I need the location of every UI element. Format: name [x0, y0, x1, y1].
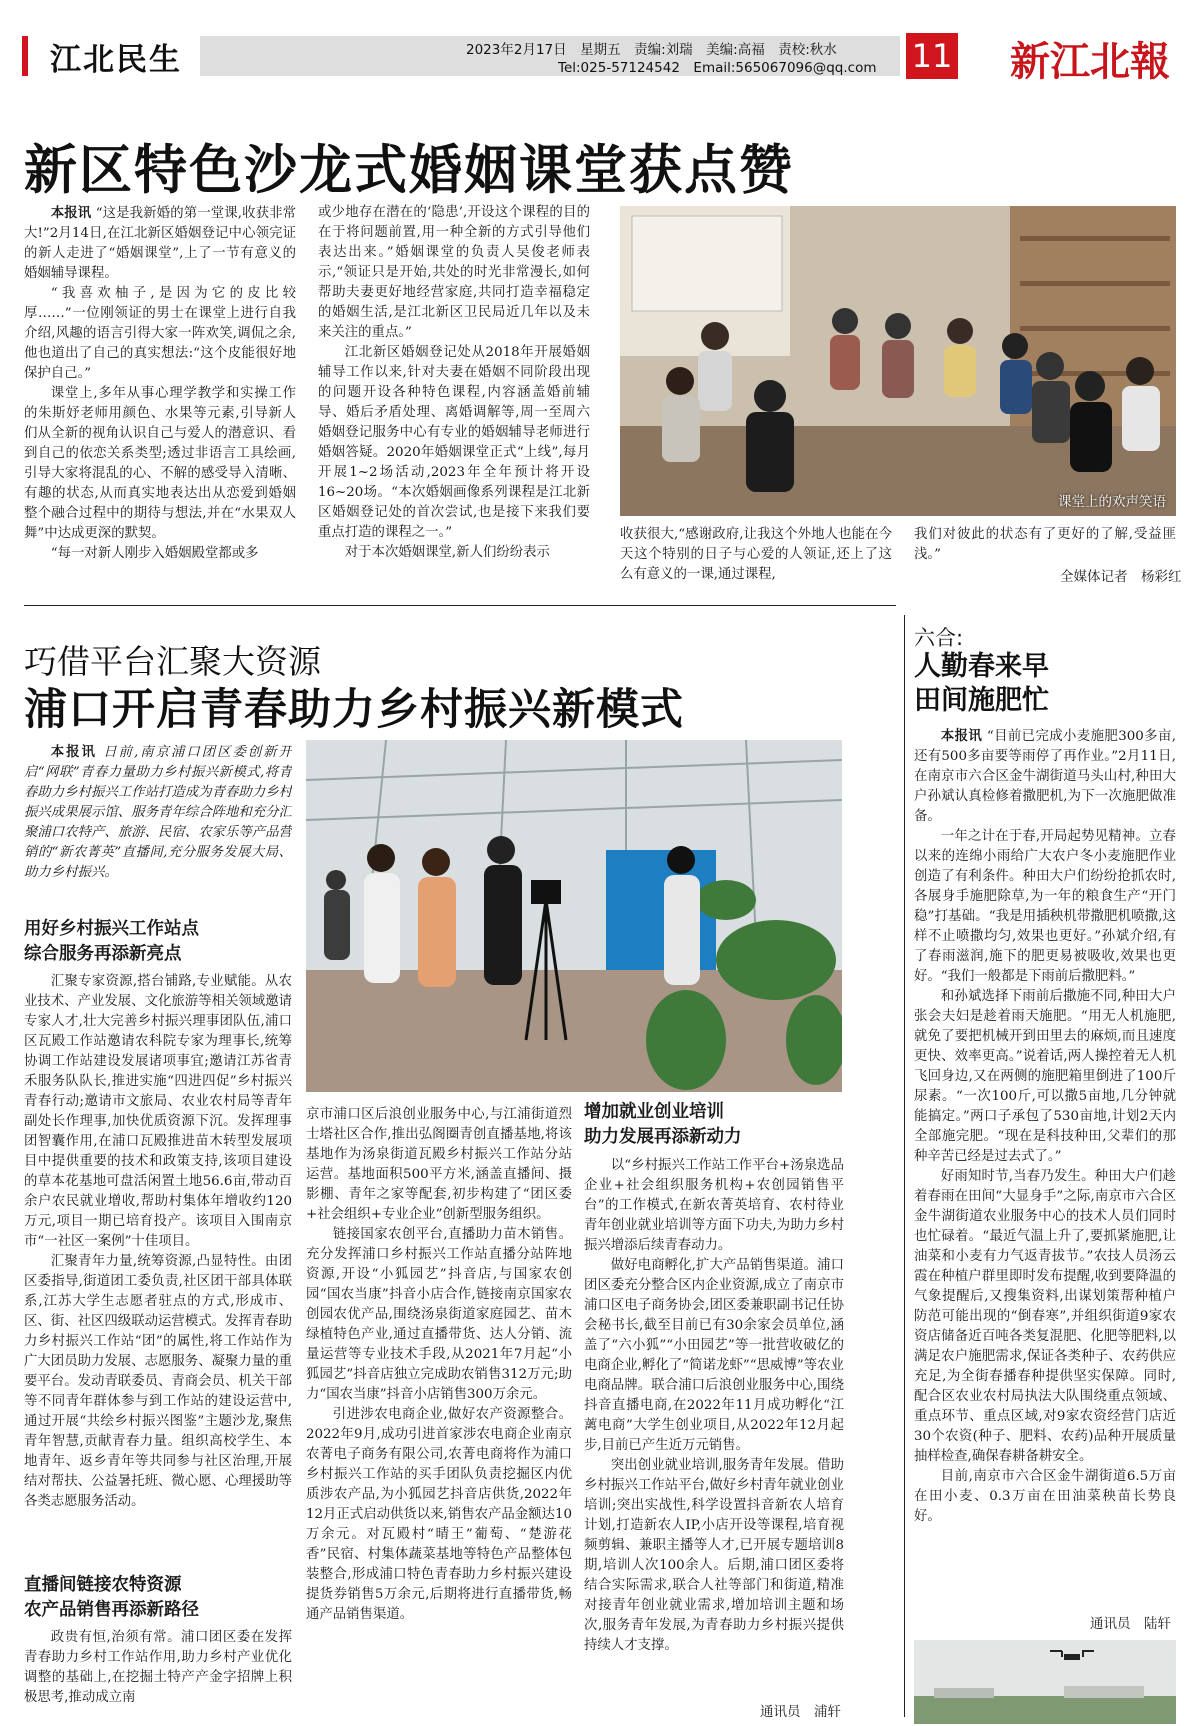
- article2-kicker: 巧借平台汇聚大资源: [24, 642, 321, 681]
- article1-photo-caption: 课堂上的欢声笑语: [1058, 494, 1166, 510]
- article1-title: 新区特色沙龙式婚姻课堂获点赞: [24, 140, 794, 201]
- article2-byline: 通讯员 浦轩: [760, 1704, 841, 1720]
- column-separator: [904, 615, 905, 1717]
- article2-para: 突出创业就业培训,服务青年发展。借助乡村振兴工作站平台,做好乡村青年就业创业培训;突出实战性,科学设置抖音新农人培育计划,打造新农人IP,小店开设等课程,培育视频剪辑、兼职主播等人才,已开展专题培训8期,培训人次100余人。后期,浦口团区委将结合实际需求,联合人社等部门和街道,精准对接青年创业就业需求,增加培训主题和场次,服务青年发展,为青春助力乡村振兴提供持续人才支撑。: [584, 1458, 844, 1653]
- article2-column-2: [306, 1105, 572, 1719]
- article3-para: 一年之计在于春,开局起势见精神。立春以来的连绵小雨给广大农户冬小麦施肥作业创造了有利条件。种田大户们纷纷抢抓农时,各展身手施肥除草,为一年的粮食生产“开门稳”打基础。“我是用插秧机带撒肥机喷撒,这样不止喷撒均匀,效果也更好。”孙斌介绍,有了春雨滋润,施下的肥更易被吸收,效果也更好。“我们一般都是下雨前后撒肥料。”: [914, 829, 1176, 984]
- article1-para: 课堂上,多年从事心理学教学和实操工作的朱斯妤老师用颜色、水果等元素,引导新人们从全新的视角认识自己与爱人的潜意识、看到自己的依恋关系类型;透过非语言工具绘画,引导大家将混乱的心、不解的感受导入清晰、有趣的状态,从而真实地表达出从恋爱到婚姻整个融合过程中的期待与想法,并在“水果双人舞”中达成更深的默契。: [24, 386, 296, 541]
- article2-para: 引进涉农电商企业,做好农产资源整合。2022年9月,成功引进首家涉农电商企业南京农菁电子商务有限公司,农菁电商将作为浦口乡村振兴工作站的买手团队负责挖掘区内优质涉农产品,为小狐园艺抖音店供货,2022年12月正式启动供货以来,销售农产品金额达10万余元。对瓦殿村“晴王”葡萄、“楚游花香”民宿、村集体蔬菜基地等特色产品整体包装整合,形成浦口特色青春助力乡村振兴建设提货券销售5万余元,后期将进行直播带货,畅通产品销售渠道。: [306, 1407, 572, 1622]
- issue-info: 2023年2月17日 星期五 责编:刘瑞 美编:高福 责校:秋水: [466, 42, 837, 58]
- article-separator: [24, 605, 896, 606]
- article2-column-1b: [24, 1628, 292, 1720]
- article2-para: 政贵有恒,治须有常。浦口团区委在发挥青春助力乡村工作站作用,助力乡村产业优化调整的基础上,在挖掘土特产产金字招牌上积极思考,推动成立南: [24, 1630, 292, 1705]
- subhead-line: 用好乡村振兴工作站点: [24, 919, 199, 939]
- subhead-line: 助力发展再添新动力: [584, 1127, 742, 1147]
- article1-photo: [620, 206, 1176, 516]
- article1-para: 对于本次婚姻课堂,新人们纷纷表示: [344, 545, 550, 560]
- article3-para: 和孙斌选择下雨前后撒施不同,种田大户张会夫妇是趁着雨天施肥。“用无人机施肥,就免了要把机械开到田里去的麻烦,而且速度更快、效率更高。”说着话,两人操控着无人机飞回身边,又在两侧的施肥箱里倒进了100斤尿素。“一次100斤,可以撒5亩地,几分钟就能搞定。”两口子承包了530亩地,计划2天内全部施完肥。“现在是科技种田,父辈们的那种辛苦已经是过去式了。”: [914, 989, 1176, 1164]
- article2-para: 链接国家农创平台,直播助力苗木销售。充分发挥浦口乡村振兴工作站直播分站阵地资源,开设“小狐园艺”抖音店,与国家农创园“国农当康”抖音小店合作,链接南京国家农创园农优产品,围绕汤泉街道家庭园艺、苗木绿植特色产业,通过直播带货、达人分销、流量运营等专业技术手段,从2021年7月起“小狐园艺”抖音店独立完成助农销售312万元;助力“国农当康”抖音小店销售300万余元。: [306, 1227, 572, 1402]
- article3-para: 好雨知时节,当春乃发生。种田大户们趁着春雨在田间“大显身手”之际,南京市六合区金牛湖街道农业服务中心的技术人员们同时也忙碌着。“最近气温上升了,要抓紧施肥,让油菜和小麦有力气返青拔节。”农技人员汤云霞在种植户群里即时发布提醒,收到要降温的气象提醒后,又搜集资料,出谋划策帮种植户防范可能出现的“倒春寒”,并组织街道9家农资店储备近百吨各类复混肥、化肥等肥料,以满足农户施肥需求,保证各类种子、农药供应充足,为全街春播春种提供坚实保障。同时,配合区农业农村局执法大队围绕重点领域、重点环节、重点区域,对9家农资经营门店近30个农资(种子、肥料、农药)品种开展质量抽样检查,确保春耕备耕安全。: [914, 1169, 1176, 1464]
- article1-byline: 全媒体记者 杨彩红: [1060, 569, 1182, 585]
- classroom-photo-illustration: [620, 206, 1176, 516]
- subhead-line: 综合服务再添新亮点: [24, 944, 182, 964]
- article2-para: 京市浦口区后浪创业服务中心,与江浦街道烈士塔社区合作,推出弘阁圈青创直播基地,将该基地作为汤泉街道瓦殿乡村振兴工作站分站运营。基地面积500平方米,涵盖直播间、摄影棚、青年之家等配套,初步构建了“团区委+社会组织+专业企业”创新型服务组织。: [306, 1107, 572, 1222]
- article3-para: 目前,南京市六合区金牛湖街道6.5万亩在田小麦、0.3万亩在田油菜秧苗长势良好。: [914, 1469, 1176, 1524]
- article1-column-1: [24, 203, 296, 587]
- article2-lead: 本报讯: [50, 744, 97, 760]
- section-marker: [22, 36, 28, 76]
- article3-body: [914, 726, 1176, 1606]
- article2-photo: [306, 740, 842, 1092]
- greenhouse-photo-illustration: [306, 740, 842, 1092]
- contact-info: Tel:025-57124542 Email:565067096@qq.com: [558, 60, 877, 76]
- subhead-line: 农产品销售再添新路径: [24, 1600, 199, 1620]
- article2-subhead-2: [24, 1573, 199, 1623]
- article2-para: 以“乡村振兴工作站工作平台+汤泉选品企业+社会组织服务机构+农创园销售平台”的工作模式,在新农菁英培育、农村待业青年创业就业培训等方面下功夫,为助力乡村振兴增添后续青春动力。: [584, 1158, 844, 1253]
- drone-field-photo-illustration: [914, 1640, 1176, 1724]
- subhead-line: 直播间链接农特资源: [24, 1575, 182, 1595]
- article2-column-1: [24, 972, 292, 1532]
- article1-para: “我喜欢柚子,是因为它的皮比较厚……”一位刚领证的男士在课堂上进行自我介绍,风趣的语言引得大家一阵欢笑,调侃之余,他也道出了自己的真实想法:“这个皮能很好地保护自己。”: [24, 286, 296, 381]
- article2-subhead-1: [24, 917, 199, 967]
- article1-para: “这是我新婚的第一堂课,收获非常大!”2月14日,在江北新区婚姻登记中心领完证的新人走进了“婚姻课堂”,上了一节有意义的婚姻辅导课程。: [24, 206, 296, 281]
- article2-intro-text: 日前,南京浦口团区委创新开启“网联”青春力量助力乡村振兴新模式,将青春助力乡村振兴工作站打造成为青春助力乡村振兴成果展示馆、服务青年综合阵地和充分汇聚浦口农特产、旅游、民宿、农家乐等产品营销的“新农菁英”直播间,充分服务发展大局、助力乡村振兴。: [24, 745, 292, 880]
- article1-column-3: [620, 525, 892, 585]
- article2-intro: [24, 742, 292, 904]
- section-title: 江北民生: [50, 42, 182, 78]
- article2-subhead-3: [584, 1100, 742, 1150]
- newspaper-logo: 新江北報: [1010, 38, 1170, 85]
- article2-para: 做好电商孵化,扩大产品销售渠道。浦口团区委充分整合区内企业资源,成立了南京市浦口区电子商务协会,团区委兼职副书记任协会秘书长,截至目前已有30余家会员单位,涵盖了“六小狐”“小田园艺”等一批营收破亿的电商企业,孵化了“简诺龙虾”“思威博”等农业电商品牌。联合浦口后浪创业服务中心,围绕抖音直播电商,在2022年11月成功孵化“江蓠电商”大学生创业项目,从2022年12月起步,目前已产生近万元销售。: [584, 1258, 844, 1453]
- article3-title-line: 田间施肥忙: [914, 685, 1049, 716]
- article1-para: “每一对新人刚步入婚姻殿堂都或多: [50, 546, 259, 561]
- article2-column-3: [584, 1156, 844, 1698]
- article3-byline: 通讯员 陆轩: [1090, 1616, 1171, 1632]
- article2-para: 汇聚青年力量,统筹资源,凸显特性。由团区委指导,街道团工委负责,社区团干部具体联系,江苏大学生志愿者驻点的方式,形成市、区、街、社区四级联动运营模式。发挥青春助力乡村振兴工作站“团”的属性,将工作站作为广大团员助力发展、志愿服务、凝聚力量的重要平台。发动青联委员、青商会员、机关干部等不同青年群体参与到工作站的建设运营中,通过开展“共绘乡村振兴图鉴”主题沙龙,聚焦青年智慧,贡献青春力量。组织高校学生、本地青年、返乡青年等共同参与社区治理,开展结对帮扶、公益暑托班、微心愿、心理援助等各类志愿服务活动。: [24, 1254, 292, 1509]
- article3-photo: [914, 1640, 1176, 1724]
- article2-title: 浦口开启青春助力乡村振兴新模式: [24, 685, 684, 735]
- article3-kicker: 六合:: [914, 626, 964, 650]
- article3-lead: 本报讯: [940, 728, 983, 744]
- subhead-line: 增加就业创业培训: [584, 1102, 724, 1122]
- article1-column-4: [914, 525, 1176, 565]
- article1-para: 江北新区婚姻登记处从2018年开展婚姻辅导工作以来,针对夫妻在婚姻不同阶段出现的问题开设各种特色课程,内容涵盖婚前辅导、婚后矛盾处理、离婚调解等,周一至周六婚姻登记服务中心有专业的婚姻辅导老师进行婚姻答疑。2020年婚姻课堂正式“上线”,每月开展1~2场活动,2023年全年预计将开设16~20场。“本次婚姻画像系列课程是江北新区婚姻登记处的首次尝试,也是接下来我们要重点打造的课程之一。”: [318, 345, 590, 540]
- article1-para: 收获很大,“感谢政府,让我这个外地人也能在今天这个特别的日子与心爱的人领证,还上了这么有意义的一课,通过课程,: [620, 527, 892, 582]
- article2-para: 汇聚专家资源,搭台铺路,专业赋能。从农业技术、产业发展、文化旅游等相关领域邀请专家人才,壮大完善乡村振兴理事团队伍,浦口区瓦殿工作站邀请农科院专家为理事长,统筹协调工作站建设发展诸项事宜;邀请江苏省青禾服务队队长,推进实施“四进四促”乡村振兴青春行动;邀请市文旅局、农业农村局等青年副处长作理事,加快优质资源下沉。发挥理事团智囊作用,在浦口瓦殿推进苗木转型发展项目中提供重要的技术和政策支持,该项目建设的草本花基地可盘活闲置土地56.6亩,带动百余户农民就业增收,帮助村集体年增收约120万元,项目一期已培育投产。该项目入围南京市“一社区一案例”十佳项目。: [24, 974, 292, 1249]
- article3-title: [914, 650, 1049, 718]
- article1-para: 我们对彼此的状态有了更好的了解,受益匪浅。”: [914, 527, 1176, 562]
- article3-title-line: 人勤春来早: [914, 651, 1049, 682]
- article1-para: 或少地存在潜在的‘隐患’,开设这个课程的目的在于将问题前置,用一种全新的方式引导他们表达出来。”婚姻课堂的负责人吴俊老师表示,“领证只是开始,共处的时光非常漫长,如何帮助夫妻更好地经营家庭,共同打造幸福稳定的婚姻生活,是江北新区卫民局近几年以及未来关注的重点。”: [318, 205, 590, 340]
- page-number: 11: [906, 33, 958, 79]
- article1-lead: 本报讯: [50, 205, 92, 221]
- article3-para: “目前已完成小麦施肥300多亩,还有500多亩要等雨停了再作业。”2月11日,在南京市六合区金牛湖街道马头山村,种田大户孙斌认真检修着撒肥机,为下一次施肥做准备。: [914, 729, 1176, 824]
- article1-column-2: [318, 203, 590, 587]
